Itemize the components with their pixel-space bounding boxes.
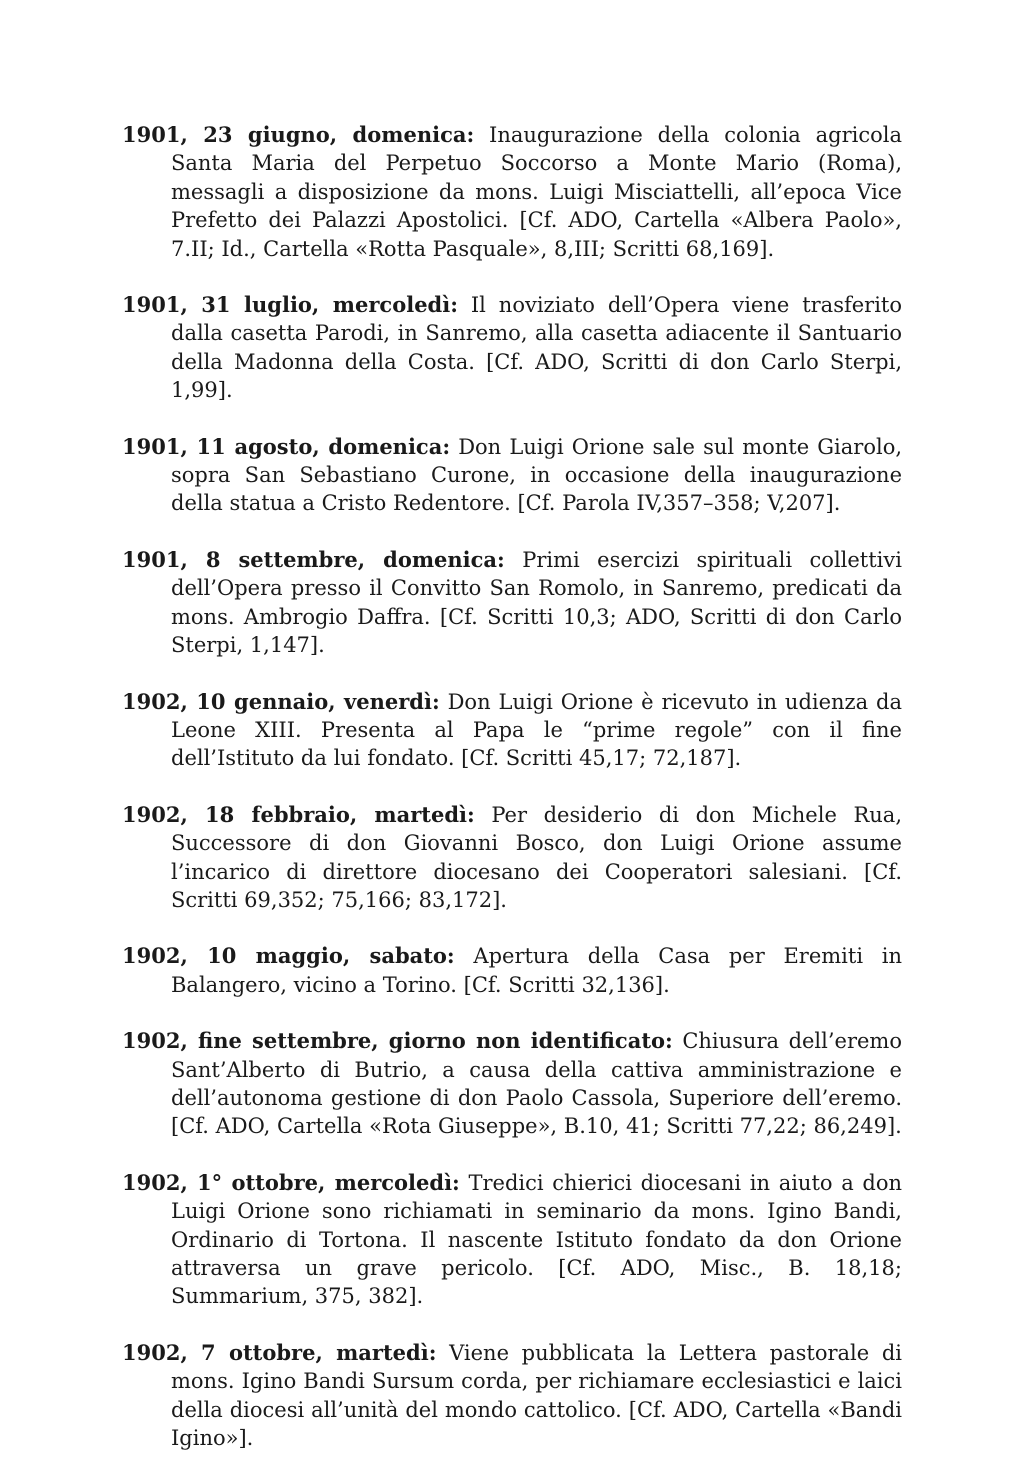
entry-date: 1902, 18 febbraio, martedì:	[122, 801, 475, 827]
chronology-entry	[122, 433, 902, 518]
entry-text: Viene pubblicata la Lettera pastorale di mons. Igino Bandi Sursum corda, per richiamare ecclesiastici e laici della diocesi all’unità del mondo cattolico. [Cf. ADO, Cartella «Bandi Igino»].	[171, 1340, 902, 1451]
chronology-entry	[122, 546, 902, 660]
entry-date: 1901, 11 agosto, domenica:	[122, 433, 451, 459]
chronology-list	[122, 121, 902, 1480]
entry-text: Inaugurazione della colonia agricola Santa Maria del Perpetuo Soccorso a Monte Mario (Roma), messagli a disposizione da mons. Luigi Misciattelli, all’epoca Vice Prefetto dei Palazzi Apostolici. [Cf. ADO, Cartella «Albera Paolo», 7.II; Id., Cartella «Rotta Pasquale», 8,III; Scritti 68,169].	[171, 123, 902, 261]
chronology-entry	[122, 121, 902, 263]
chronology-entry	[122, 291, 902, 405]
chronology-entry	[122, 1027, 902, 1141]
entry-date: 1902, 10 gennaio, venerdì:	[122, 688, 440, 714]
entry-text: Apertura della Casa per Eremiti in Balangero, vicino a Torino. [Cf. Scritti 32,136].	[171, 944, 902, 997]
chronology-entry	[122, 942, 902, 999]
chronology-entry	[122, 801, 902, 915]
chronology-entry	[122, 688, 902, 773]
entry-text: Chiusura dell’eremo Sant’Alberto di Butrio, a causa della cattiva amministrazione e dell’autonoma gestione di don Paolo Cassola, Superiore dell’eremo. [Cf. ADO, Cartella «Rota Giuseppe», B.10, 41; Scritti 77,22; 86,249].	[171, 1029, 902, 1139]
entry-text: Tredici chierici diocesani in aiuto a don Luigi Orione sono richiamati in seminario da mons. Igino Bandi, Ordinario di Tortona. Il nascente Istituto fondato da don Orione attraversa un grave pericolo. [Cf. ADO, Misc., B. 18,18; Summarium, 375, 382].	[171, 1170, 903, 1309]
entry-text: Primi esercizi spirituali collettivi dell’Opera presso il Convitto San Romolo, in Sanremo, predicati da mons. Ambrogio Daffra. [Cf. Scritti 10,3; ADO, Scritti di don Carlo Sterpi, 1,147].	[171, 547, 902, 658]
entry-text: Don Luigi Orione è ricevuto in udienza da Leone XIII. Presenta al Papa le “prime regole” con il fine dell’Istituto da lui fondato. [Cf. Scritti 45,17; 72,187].	[171, 689, 902, 771]
entry-date: 1902, 1° ottobre, mercoledì:	[122, 1169, 460, 1195]
entry-date: 1901, 23 giugno, domenica:	[122, 122, 475, 147]
entry-date: 1901, 31 luglio, mercoledì:	[122, 292, 458, 318]
entry-date: 1901, 8 settembre, domenica:	[122, 546, 505, 572]
entry-date: 1902, 10 maggio, sabato:	[122, 943, 455, 969]
entry-text: Il noviziato dell’Opera viene trasferito dalla casetta Parodi, in Sanremo, alla casetta adiacente il Santuario della Madonna della Costa. [Cf. ADO, Scritti di don Carlo Sterpi, 1,99].	[171, 293, 903, 403]
chronology-entry	[122, 1339, 902, 1453]
chronology-entry	[122, 1169, 902, 1311]
entry-text: Per desiderio di don Michele Rua, Successore di don Giovanni Bosco, don Luigi Orione assume l’incarico di direttore diocesano dei Cooperatori salesiani. [Cf. Scritti 69,352; 75,166; 83,172].	[171, 802, 902, 912]
entry-text: Don Luigi Orione sale sul monte Giarolo, sopra San Sebastiano Curone, in occasione della inaugurazione della statua a Cristo Redentore. [Cf. Parola IV,357–358; V,207].	[171, 434, 903, 516]
entry-date: 1902, 7 ottobre, martedì:	[122, 1339, 437, 1365]
entry-date: 1902, fine settembre, giorno non identificato:	[122, 1028, 673, 1054]
